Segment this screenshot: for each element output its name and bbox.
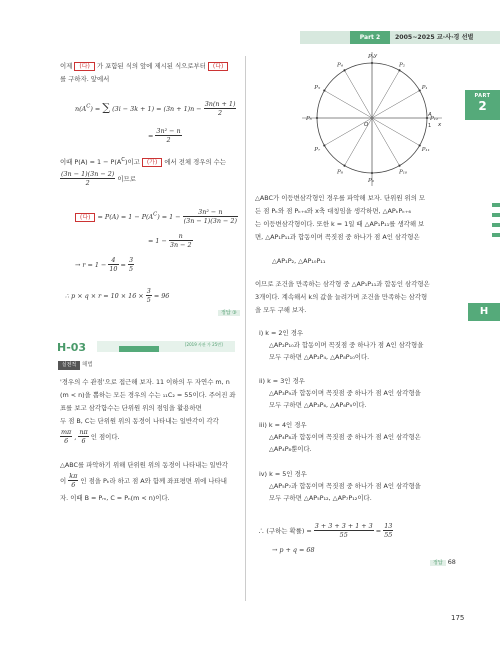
part-side-tab: [465, 90, 500, 120]
answer-badge: 정답 68: [430, 558, 456, 567]
blank-box: (다): [75, 213, 95, 222]
blank-box: (다): [208, 62, 228, 71]
text-line: 이므로 조건을 만족하는 삼각형 중 △AP₁P₁₁과 합동인 삼각형은: [255, 280, 430, 288]
point-label: P₄: [337, 62, 343, 69]
text-line: 표를 보고 삼각함수는 단위원 위의 점임을 활용하면: [60, 404, 202, 412]
y-axis-label: y: [374, 53, 378, 59]
side-tick: [492, 213, 500, 217]
point-label: P₁: [421, 85, 428, 91]
point-label: P₇: [314, 147, 321, 153]
circle-point: [323, 90, 325, 92]
unit-circle-figure: [300, 50, 450, 190]
spoke-line: [372, 70, 400, 118]
equation: → p + q = 68: [272, 546, 315, 554]
text-line: 모두 구하면 △AP₅P₁₂, △AP₇P₁₂이다.: [269, 494, 372, 502]
equation: = 1 − $\frac{n}{3n - 2}$: [148, 232, 192, 250]
point-label: P₅: [314, 85, 321, 91]
point-label: P₆: [306, 116, 312, 122]
circle-point: [371, 62, 373, 64]
text-line: 이제 (다) 가 포함된 식의 앞에 제시된 식으로부터 (다): [60, 62, 228, 71]
problem-header-accent: [119, 346, 159, 352]
circle-point: [323, 145, 325, 147]
point-label: P₉: [368, 178, 374, 184]
text-line: 든 점 Pₖ와 점 Pₖ₊₆와 x축 대칭임을 생각하면, △APₖPₖ₊₆: [255, 207, 411, 215]
spoke-line: [345, 70, 373, 118]
spoke-line: [372, 91, 420, 119]
point-label: P₂: [399, 62, 405, 69]
book-title: 2005~2025 교·사·경 선별: [395, 34, 474, 41]
problem-code: H-03: [57, 341, 87, 354]
column-divider: [245, 56, 246, 601]
point-label: P₁₂: [430, 116, 439, 122]
part-label: PART: [474, 93, 491, 99]
one-label: 1: [428, 123, 432, 129]
solution-label: 해법: [82, 362, 93, 368]
text-line: △ABC가 이등변삼각형인 경우를 파악해 보자. 단위원 위의 모: [255, 194, 426, 202]
answer-badge: 정답 ③: [218, 308, 240, 317]
problem-source: [2019 사관 가 25번]: [185, 342, 223, 347]
text-line: △AP₃P₉과 합동이며 꼭짓점 중 하나가 점 A인 삼각형을: [269, 389, 421, 397]
blank-box: (다): [74, 62, 94, 71]
text-line: 면, △AP₁P₁₁과 합동이며 꼭짓점 중 하나가 점 A인 삼각형은: [255, 233, 420, 241]
text-line: $\frac{m\pi}{6}$ , $\frac{n\pi}{6}$ 인 점이다.: [61, 428, 120, 446]
circle-point: [399, 165, 401, 167]
point-label: P₈: [337, 169, 343, 176]
text-line: 3개이다. 계속해서 k의 값을 늘려가며 조건을 만족하는 삼각형: [255, 293, 428, 301]
text-line: △AP₅P₇과 합동이며 꼭짓점 중 하나가 점 A인 삼각형을: [269, 482, 421, 490]
part-number: 2: [478, 98, 487, 113]
text-line: 을 모두 구해 보자.: [255, 306, 307, 314]
point-a-label: A: [428, 112, 432, 118]
equation: ∴ p × q × r = 10 × 16 × $\frac{3}{5}$ = 96: [65, 287, 170, 305]
spoke-line: [372, 118, 400, 166]
circle-point: [419, 145, 421, 147]
circle-point: [344, 165, 346, 167]
text-line: 를 구하자. 앞에서: [60, 75, 110, 83]
page-number: 175: [451, 614, 465, 622]
equation: → r = 1 − $\frac{4}{10}$ = $\frac{3}{5}$: [75, 256, 134, 274]
point-label: P₃: [368, 54, 374, 60]
x-axis-label: x: [438, 122, 442, 128]
text-line: △ABC를 파악하기 위해 단위원 위의 동경이 나타내는 일반각: [60, 461, 229, 469]
text-line: 이 $\frac{k\pi}{6}$ 인 점을 Pₖ라 하고 점 A와 함께 좌표평면 위에 나타내: [60, 472, 227, 490]
text-line: △AP₄P₈뿐이다.: [269, 445, 312, 453]
case-heading: iii) k = 4인 경우: [259, 421, 307, 429]
case-heading: i) k = 2인 경우: [259, 329, 304, 337]
text-line: (m < n)을 뽑하는 모든 경우의 수는 ₁₁C₂ = 55이다. 주어진 좌: [60, 391, 236, 399]
text-line: '경우의 수 관점'으로 접근해 보자. 11 이하의 두 자연수 m, n: [60, 378, 230, 386]
probability-equation: ∴ (구하는 확률) = $\frac{3 + 3 + 3 + 1 + 3}{55}$ = $\frac{13}{55}$: [258, 522, 393, 540]
side-tick: [492, 233, 500, 237]
side-tick: [492, 223, 500, 227]
point-label: P₁₀: [399, 169, 408, 176]
equation: (다) = $P(A) = 1 - P(A^C) = 1$ − $\frac{\text{3n² − n}}{(3n - 1)(3n - 2)}$: [75, 208, 238, 226]
text-line: 자. 이때 B = Pₘ, C = Pₙ(m < n)이다.: [60, 494, 170, 502]
point-label: P₁₁: [421, 147, 430, 153]
spoke-line: [372, 118, 420, 146]
text-line: △AP₂P₁₀과 합동이며 꼭짓점 중 하나가 점 A인 삼각형을: [269, 341, 424, 349]
case-heading: ii) k = 3인 경우: [259, 377, 305, 385]
text-line: 는 이등변삼각형이다. 또한 k = 1일 때 △AP₁P₁₁를 생각해 보: [255, 220, 425, 228]
text-line: 모두 구하면 △AP₂P₄, △AP₈P₁₀이다.: [269, 353, 370, 361]
text-line: $\frac{(3n - 1)(3n - 2)}{2}$ 이므로: [61, 170, 136, 188]
case-heading: iv) k = 5인 경우: [259, 470, 307, 478]
text-line: △AP₄P₈과 합동이며 꼭짓점 중 하나가 점 A인 삼각형은: [269, 433, 421, 441]
equation: $n(A^C)$ = ∑ (3i − 3k + 1) = (3n + 1)n − $\frac{3n(n + 1)}{2}$: [75, 100, 236, 118]
circle-point: [419, 90, 421, 92]
circle-point: [399, 69, 401, 71]
text-line: 모두 구하면 △AP₃P₆, △AP₆P₉이다.: [269, 401, 367, 409]
solution-tab: 실전적: [58, 361, 80, 370]
spoke-line: [324, 91, 372, 119]
section-tab: H: [468, 303, 500, 321]
text-line: △AP₁P₂, △AP₁₀P₁₁: [272, 257, 326, 265]
origin-label: O: [364, 122, 369, 128]
circle-point: [316, 117, 318, 119]
circle-point: [371, 172, 373, 174]
equation: = $\frac{\text{3n² − n}}{2}$: [148, 127, 181, 145]
part-badge: Part 2: [350, 31, 390, 44]
circle-point: [344, 69, 346, 71]
text-line: 두 점 B, C는 단위원 위의 동경이 나타내는 일반각이 각각: [60, 417, 219, 425]
side-tick: [492, 203, 500, 207]
blank-box: (가): [142, 158, 162, 167]
text-line: 이때 $P(A) = 1 - P(A^C)$이고 (가) 에서 전체 경우의 수는: [60, 157, 227, 167]
